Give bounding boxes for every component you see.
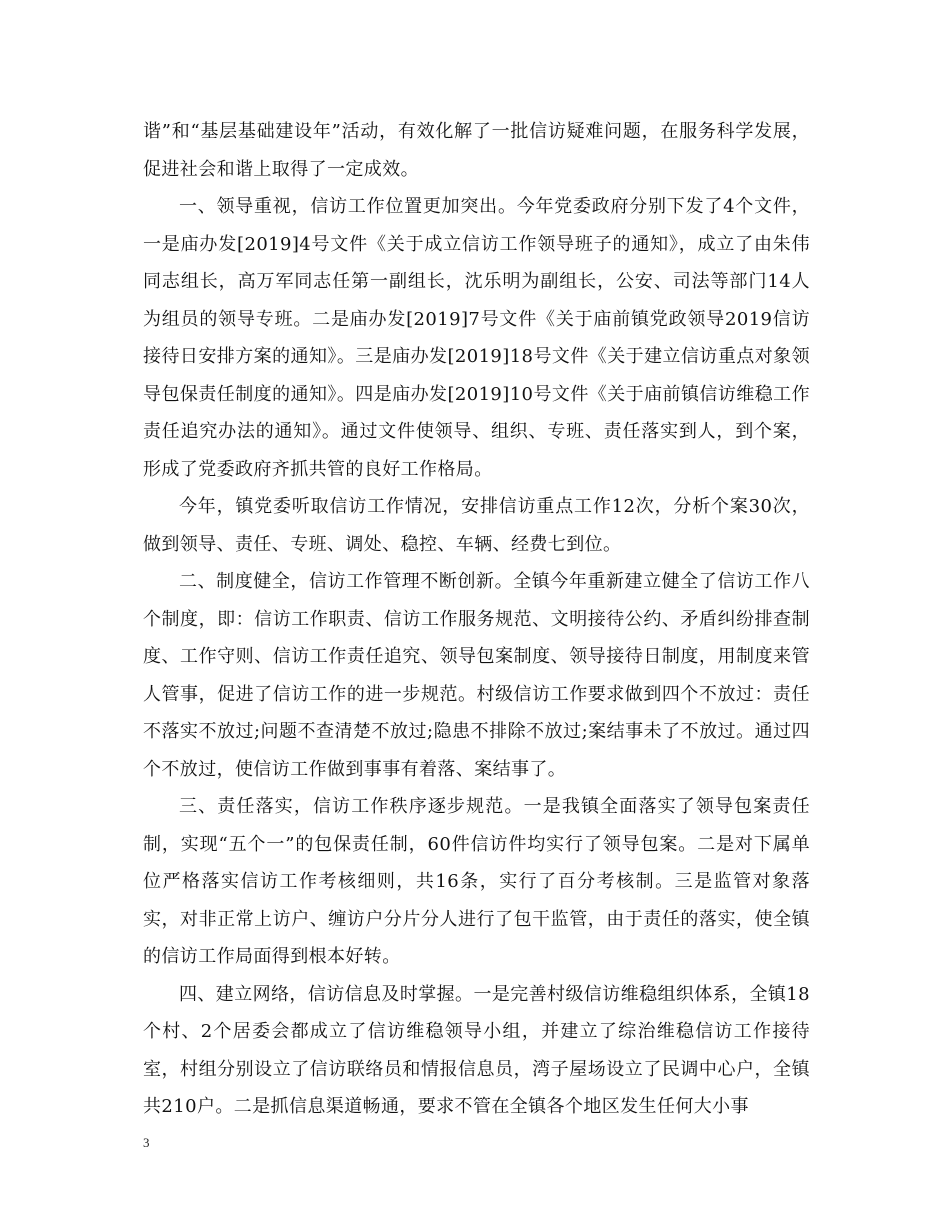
paragraph-network: 四、建立网络，信访信息及时掌握。一是完善村级信访维稳组织体系，全镇18个村、2个居委会都成立了信访维稳领导小组，并建立了综治维稳信访工作接待室，村组分别设立了信访联络员和情报信息员，湾子屋场设立了民调中心户，全镇共210户。二是抓信息渠道畅通，要求不管在全镇各个地区发生任何大小事 bbox=[143, 983, 810, 1117]
paragraph-responsibility: 三、责任落实，信访工作秩序逐步规范。一是我镇全面落实了领导包案责任制，实现“五个一”的包保责任制，60件信访件均实行了领导包案。二是对下属单位严格落实信访工作考核细则，共16条，实行了百分考核制。三是监管对象落实，对非正常上访户、缠访户分片分人进行了包干监管，由于责任的落实，使全镇的信访工作局面得到根本好转。 bbox=[143, 796, 810, 967]
paragraph-leadership: 一、领导重视，信访工作位置更加突出。今年党委政府分别下发了4个文件，一是庙办发[2019]4号文件《关于成立信访工作领导班子的通知》，成立了由朱伟同志组长，高万军同志任第一副组长，沈乐明为副组长，公安、司法等部门14人为组员的领导专班。二是庙办发[2019]7号文件《关于庙前镇党政领导2019信访接待日安排方案的通知》。三是庙办发[2019]18号文件《关于建立信访重点对象领导包保责任制度的通知》。四是庙办发[2019]10号文件《关于庙前镇信访维稳工作责任追究办法的通知》。通过文件使领导、组织、专班、责任落实到人，到个案，形成了党委政府齐抓共管的良好工作格局。 bbox=[143, 196, 810, 480]
paragraph-party-committee: 今年，镇党委听取信访工作情况，安排信访重点工作12次，分析个案30次，做到领导、责任、专班、调处、稳控、车辆、经费七到位。 bbox=[143, 496, 810, 555]
document-body bbox=[143, 113, 810, 1126]
page-number: 3 bbox=[143, 1135, 150, 1150]
paragraph-continued: 谐”和“基层基础建设年”活动，有效化解了一批信访疑难问题，在服务科学发展，促进社会和谐上取得了一定成效。 bbox=[143, 121, 810, 180]
paragraph-system: 二、制度健全，信访工作管理不断创新。全镇今年重新建立健全了信访工作八个制度，即：信访工作职责、信访工作服务规范、文明接待公约、矛盾纠纷排查制度、工作守则、信访工作责任追究、领导包案制度、领导接待日制度，用制度来管人管事，促进了信访工作的进一步规范。村级信访工作要求做到四个不放过：责任不落实不放过;问题不查清楚不放过;隐患不排除不放过;案结事未了不放过。通过四个不放过，使信访工作做到事事有着落、案结事了。 bbox=[143, 571, 810, 780]
